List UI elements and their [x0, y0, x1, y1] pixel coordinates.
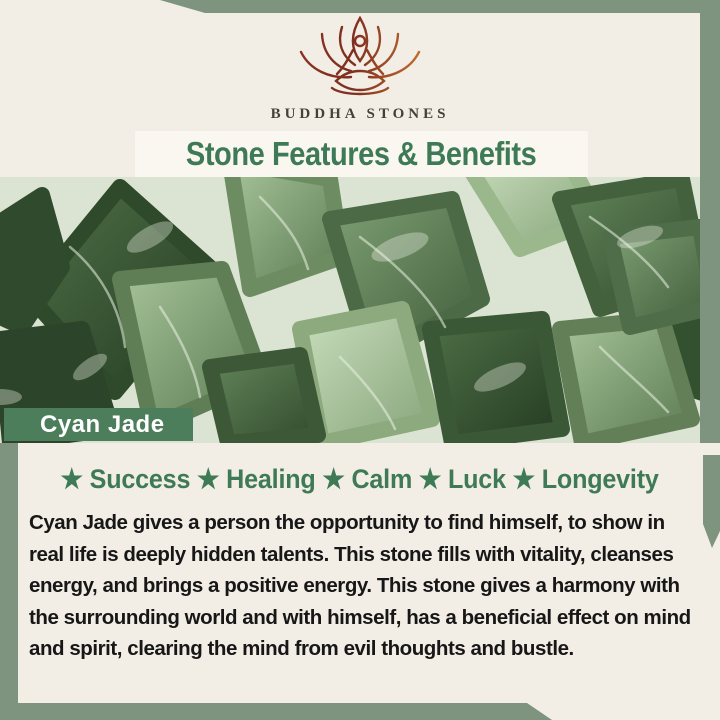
- jade-stones-photo: [0, 177, 720, 443]
- frame-left-strip: [0, 443, 18, 720]
- frame-right-pennant: [703, 455, 720, 548]
- frame-bottom-strip: [0, 703, 720, 720]
- benefits-line: [0, 464, 720, 495]
- description-text: Cyan Jade gives a person the opportunity to find himself, to show in real life is deeply hidden talents. This stone fills with vitality, cleanses energy, and brings a positive energy. This stone gives a harmony with the surrounding world and with himself, has a beneficial effect on mind and spirit, clearing the mind from evil thoughts and bustle.: [29, 511, 691, 660]
- frame-right-strip: [700, 13, 720, 443]
- benefits-text: ★ Success ★ Healing ★ Calm ★ Luck ★ Longevity: [60, 464, 660, 494]
- page-title: Stone Features & Benefits: [186, 135, 537, 172]
- brand-name: BUDDHA STONES: [270, 106, 450, 122]
- lotus-logo-icon: [292, 87, 428, 104]
- brand-header: [0, 14, 720, 123]
- frame-top-strip: [0, 0, 720, 13]
- jade-stones-image: [0, 177, 720, 443]
- title-banner: [135, 131, 588, 177]
- stone-name-badge: Cyan Jade: [4, 408, 193, 441]
